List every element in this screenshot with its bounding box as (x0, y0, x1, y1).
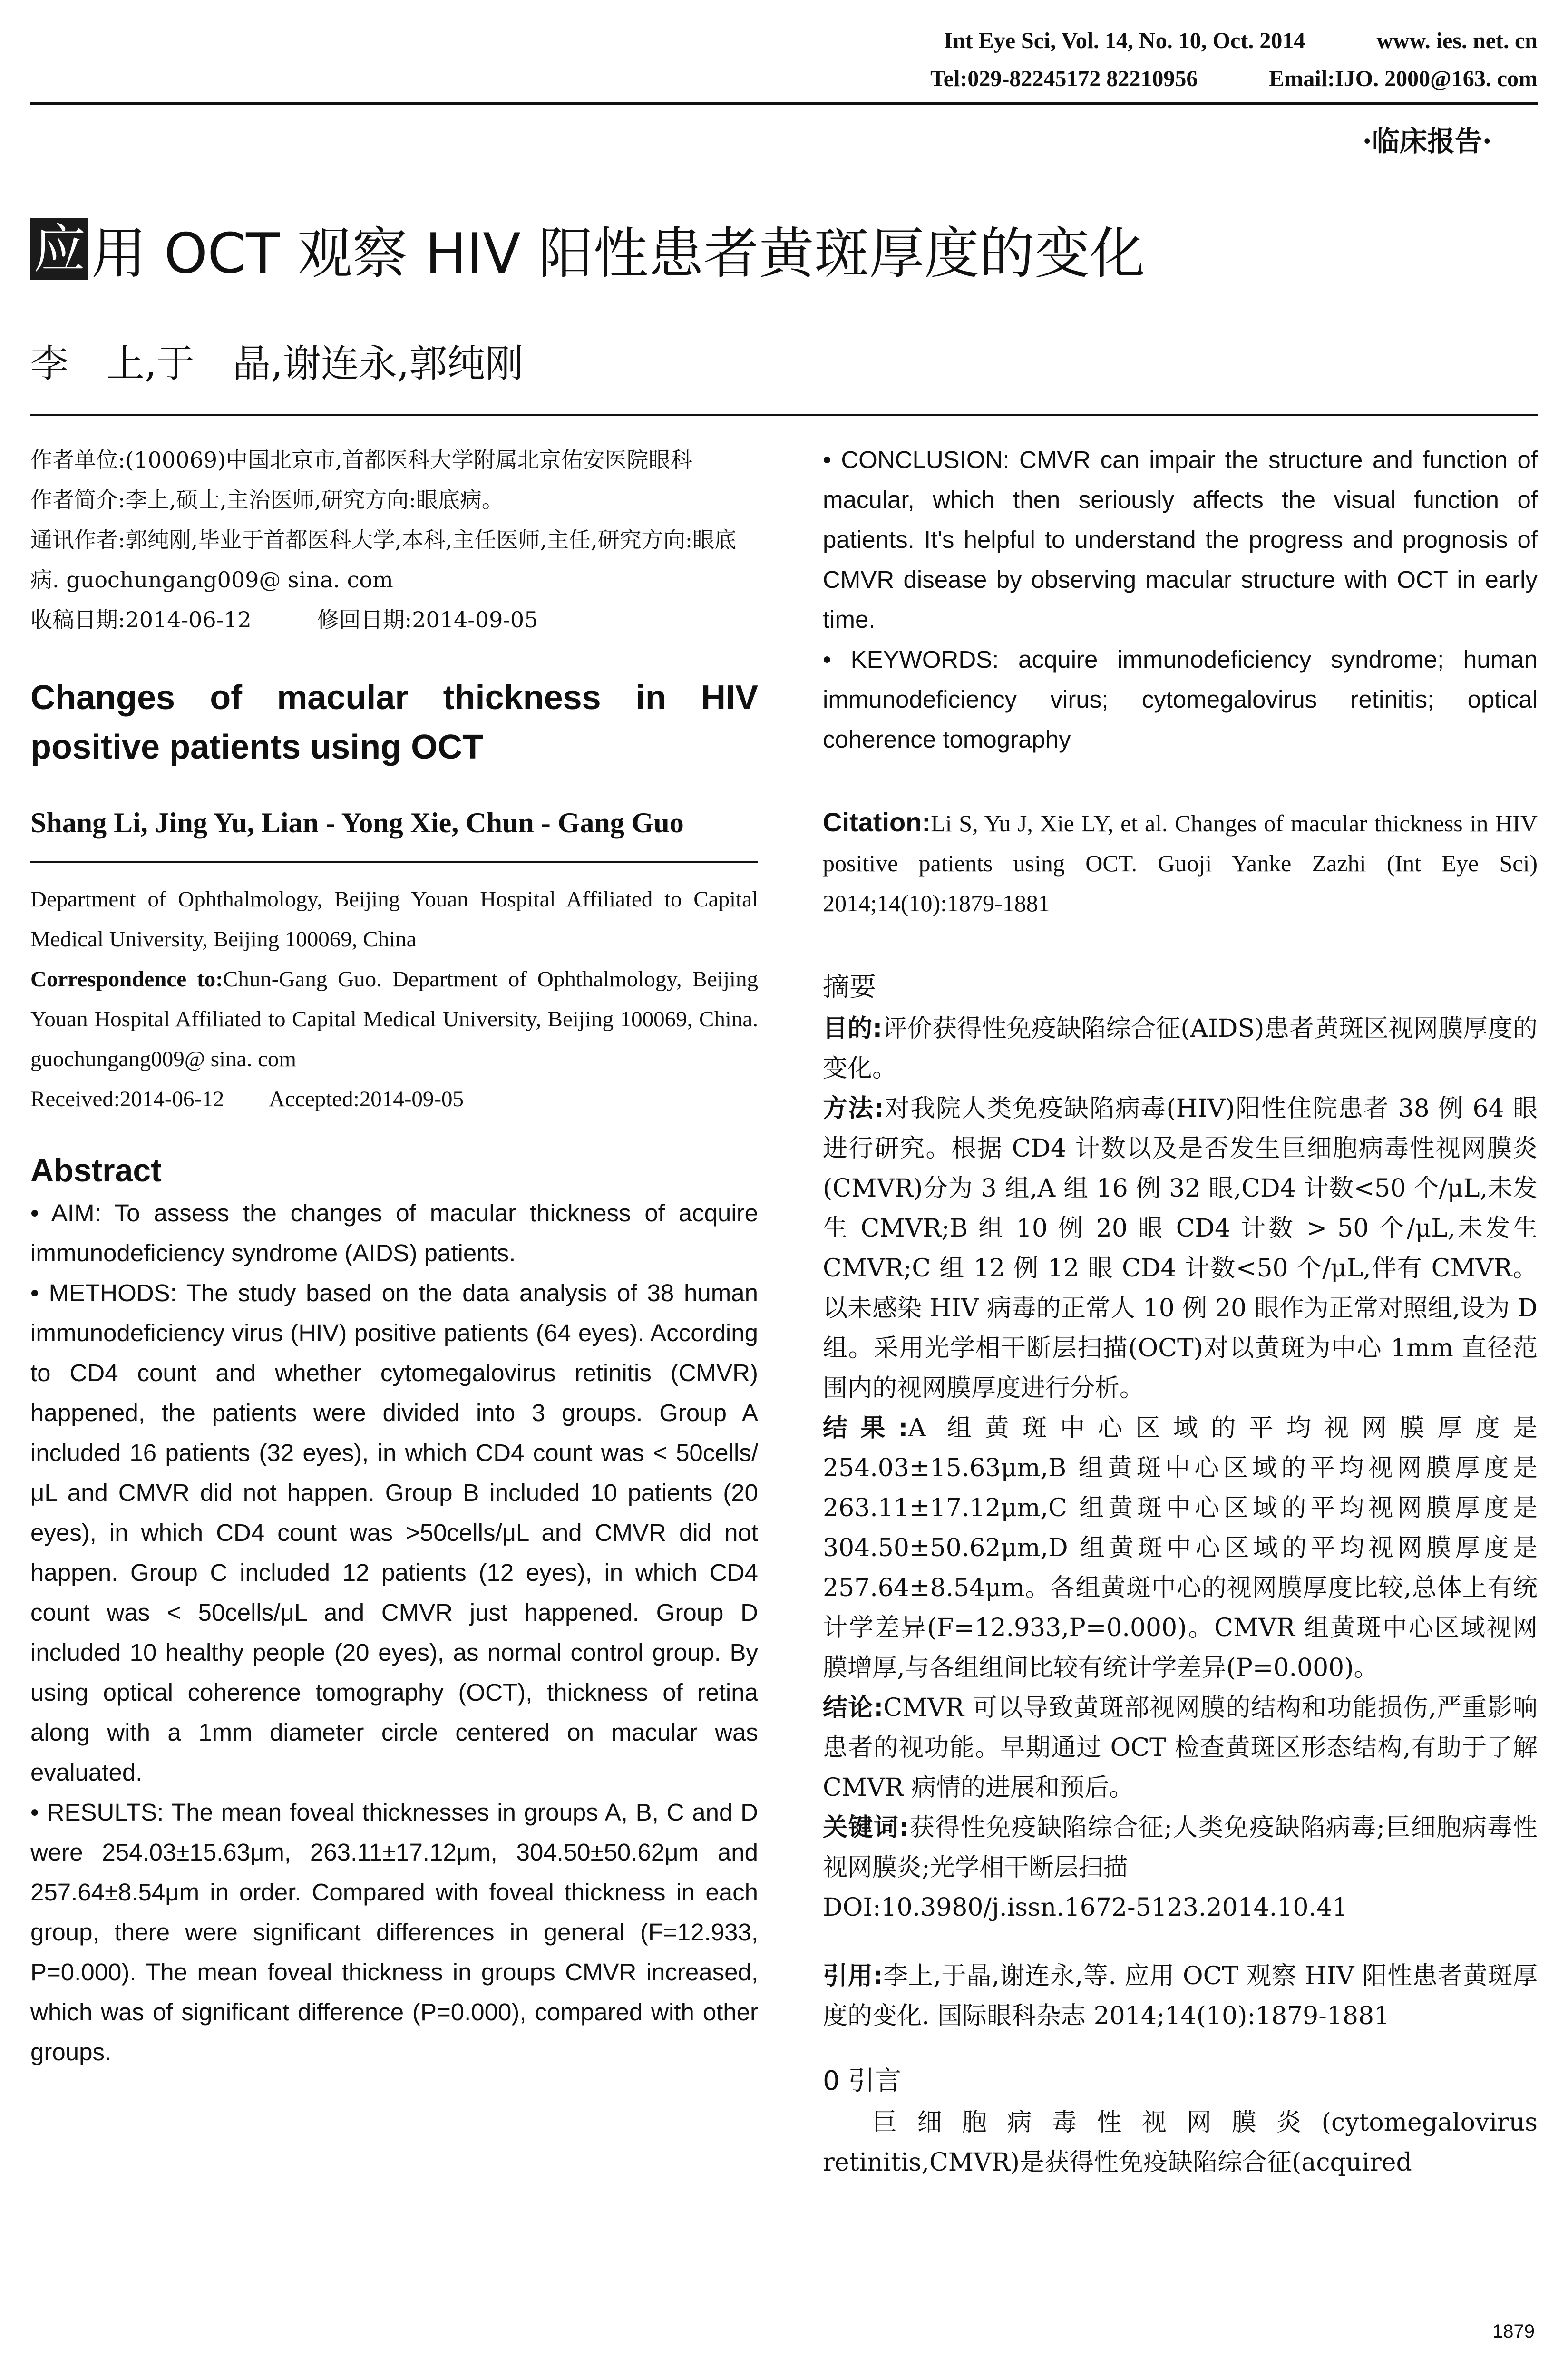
zh-aim-label: 目的: (823, 1014, 883, 1043)
author-profile-cn: 作者简介:李上,硕士,主治医师,研究方向:眼底病。 (30, 487, 504, 513)
zh-results-label: 结果: (823, 1414, 908, 1442)
zh-methods-label: 方法: (823, 1094, 884, 1123)
zh-citation-text: 李上,于晶,谢连永,等. 应用 OCT 观察 HIV 阳性患者黄斑厚度的变化. 国际眼科杂志 2014;14(10):1879-1881 (823, 1962, 1538, 2030)
zh-aim-text: 评价获得性免疫缺陷综合征(AIDS)患者黄斑区视网膜厚度的变化。 (823, 1014, 1538, 1083)
zh-abstract-methods (823, 1089, 1538, 1408)
abstract-aim: • AIM: To assess the changes of macular thickness of acquire immunodeficiency syndrome (AIDS) patients. (30, 1199, 758, 1266)
citation-label: Citation: (823, 807, 931, 837)
abstract-results: • RESULTS: The mean foveal thicknesses in groups A, B, C and D were 254.03±15.63μm, 263.11±17.12μm, 304.50±50.62μm and 257.64±8.54μm in order. Compared with foveal thickness in each group, there were significant differences in general (F=12.933, P=0.000). The mean foveal thickness in groups CMVR increased, which was of significant difference (P=0.000), compared with other groups. (30, 1799, 758, 2065)
journal-tel: Tel:029-82245172 82210956 (930, 66, 1198, 91)
abstract-methods: • METHODS: The study based on the data analysis of 38 human immunodeficiency virus (HIV) positive patients (64 eyes). According to CD4 count and whether cytomegalovirus retinitis (CMVR) happened, the patients were divided into 3 groups. Group A included 16 patients (32 eyes), in which CD4 count was < 50cells/μL and CMVR did not happen. Group B included 10 patients (20 eyes), in which CD4 count was >50cells/μL and CMVR did not happen. Group C included 12 patients (12 eyes), in which CD4 count was < 50cells/μL and CMVR just happened. Group D included 10 healthy people (20 eyes), as normal control group. By using optical coherence tomography (OCT), thickness of retina along with a 1mm diameter circle centered on macular was evaluated. (30, 1279, 758, 1786)
zh-citation-label: 引用: (823, 1962, 883, 1990)
journal-citation: Int Eye Sci, Vol. 14, No. 10, Oct. 2014 (944, 28, 1305, 53)
authors-cn: 李 上,于 晶,谢连永,郭纯刚 (30, 341, 524, 386)
authors-en: Shang Li, Jing Yu, Lian - Yong Xie, Chun - Gang Guo (30, 807, 684, 838)
article-title-cn (30, 209, 1145, 289)
page-number: 1879 (1492, 2321, 1535, 2342)
title-drop-char: 应 (30, 218, 88, 280)
journal-email: Email:IJO. 2000@163. com (1269, 66, 1538, 91)
article-title-en-line2: positive patients using OCT (30, 728, 484, 766)
corresponding-author-cn: 通讯作者:郭纯刚,毕业于首都医科大学,本科,主任医师,主任,研究方向:眼底病. guochungang009@ sina. com (30, 527, 737, 593)
right-column (823, 440, 1538, 2182)
zh-abstract-aim (823, 1009, 1538, 1089)
intro-heading: 0 引言 (823, 2065, 902, 2096)
zh-abstract-heading: 摘要 (823, 972, 876, 1003)
zh-keywords-text: 获得性免疫缺陷综合征;人类免疫缺陷病毒;巨细胞病毒性视网膜炎;光学相干断层扫描 (823, 1813, 1538, 1882)
received-date-en: Received:2014-06-12 Accepted:2014-09-05 (30, 1087, 464, 1111)
title-divider (30, 414, 1538, 416)
zh-keywords-label: 关键词: (823, 1813, 909, 1842)
received-date-cn: 收稿日期:2014-06-12 修回日期:2014-09-05 (30, 607, 538, 633)
correspondence-text: Chun-Gang Guo. Department of Ophthalmology, Beijing Youan Hospital Affiliated to Capital Medical University, Beijing 100069, China. guochungang009@ sina. com (30, 967, 758, 1072)
left-column (30, 440, 758, 2072)
zh-conclusion-text: CMVR 可以导致黄斑部视网膜的结构和功能损伤,严重影响患者的视功能。早期通过 OCT 检查黄斑区形态结构,有助于了解 CMVR 病情的进展和预后。 (823, 1694, 1538, 1802)
journal-header-line2 (930, 66, 1538, 92)
abstract-heading: Abstract (30, 1152, 162, 1188)
journal-website: www. ies. net. cn (1376, 28, 1538, 53)
affiliation-en: Department of Ophthalmology, Beijing Youan Hospital Affiliated to Capital Medical University, Beijing 100069, China (30, 887, 758, 952)
zh-citation (823, 1956, 1538, 2036)
zh-methods-text: 对我院人类免疫缺陷病毒(HIV)阳性住院患者 38 例 64 眼进行研究。根据 CD4 计数以及是否发生巨细胞病毒性视网膜炎(CMVR)分为 3 组,A 组 16 例 32 眼,CD4 计数<50 个/μL,未发生 CMVR;B 组 10 例 20 眼 CD4 计数 > 50 个/μL,未发生 CMVR;C 组 12 例 12 眼 CD4 计数<50 个/μL,伴有 CMVR。以未感染 HIV 病毒的正常人 10 例 20 眼作为正常对照组,设为 D 组。采用光学相干断层扫描(OCT)对以黄斑为中心 1mm 直径范围内的视网膜厚度进行分析。 (823, 1094, 1538, 1403)
doi: DOI:10.3980/j.issn.1672-5123.2014.10.41 (823, 1893, 1348, 1922)
zh-abstract-conclusion (823, 1688, 1538, 1808)
citation-text: Li S, Yu J, Xie LY, et al. Changes of macular thickness in HIV positive patients using OCT. Guoji Yanke Zazhi (Int Eye Sci) 2014;14(10):1879-1881 (823, 810, 1538, 916)
citation-en (823, 802, 1538, 923)
journal-header (30, 24, 1538, 105)
abstract-keywords: • KEYWORDS: acquire immunodeficiency syndrome; human immunodeficiency virus; cytomegalovirus retinitis; optical coherence tomography (823, 646, 1538, 753)
author-affiliation-cn: 作者单位:(100069)中国北京市,首都医科大学附属北京佑安医院眼科 (30, 447, 692, 473)
authors-divider (30, 861, 758, 863)
correspondence-label: Correspondence to: (30, 967, 223, 992)
intro-text: 巨细胞病毒性视网膜炎(cytomegalovirus retinitis,CMVR)是获得性免疫缺陷综合征(acquired (823, 2108, 1538, 2177)
zh-conclusion-label: 结论: (823, 1694, 884, 1722)
zh-abstract-results (823, 1408, 1538, 1688)
correspondence-en (30, 959, 758, 1079)
journal-header-line1 (944, 28, 1538, 54)
zh-abstract-keywords (823, 1808, 1538, 1888)
article-title-en-line1: Changes of macular thickness in HIV (30, 679, 758, 717)
zh-results-text: A 组黄斑中心区域的平均视网膜厚度是 254.03±15.63μm,B 组黄斑中心区域的平均视网膜厚度是 263.11±17.12μm,C 组黄斑中心区域的平均视网膜厚度是 304.50±50.62μm,D 组黄斑中心区域的平均视网膜厚度是 257.64±8.54μm。各组黄斑中心的视网膜厚度比较,总体上有统计学差异(F=12.933,P=0.000)。CMVR 组黄斑中心区域视网膜增厚,与各组组间比较有统计学差异(P=0.000)。 (823, 1414, 1538, 1682)
title-rest: 用 OCT 观察 HIV 阳性患者黄斑厚度的变化 (91, 222, 1145, 286)
section-label: ·临床报告· (1362, 125, 1492, 157)
abstract-conclusion: • CONCLUSION: CMVR can impair the structure and function of macular, which then seriously affects the visual function of patients. It's helpful to understand the progress and prognosis of CMVR disease by observing macular structure with OCT in early time. (823, 446, 1538, 633)
